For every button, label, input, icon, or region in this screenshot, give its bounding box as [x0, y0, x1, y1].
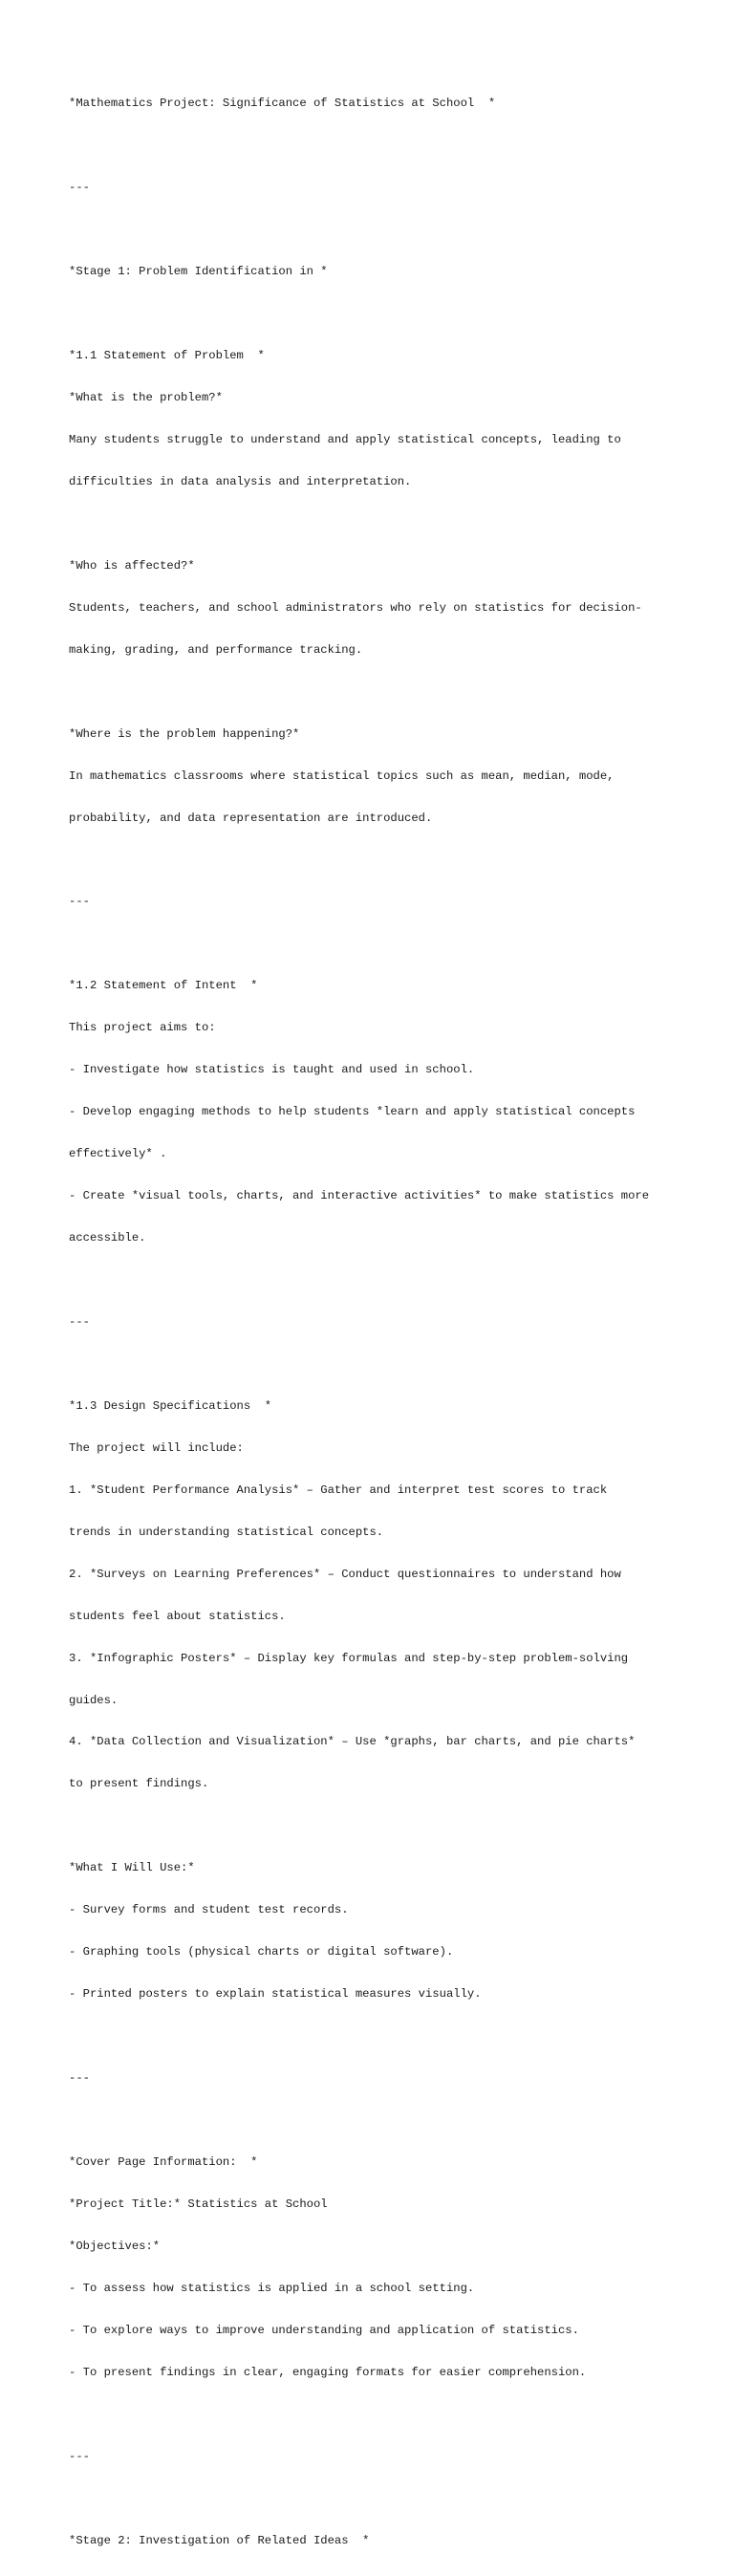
list-item: 4. *Data Collection and Visualization* – Use *graphs, bar charts, and pie charts*	[69, 1735, 636, 1749]
subsection-heading: *1.3 Design Specifications *	[69, 1398, 272, 1413]
question-heading: *Where is the problem happening?*	[69, 726, 300, 741]
section-heading: *Stage 1: Problem Identification in *	[69, 265, 328, 279]
text-line: accessible.	[69, 1231, 146, 1245]
document-body	[69, 69, 719, 2576]
text-line: In mathematics classrooms where statistical topics such as mean, median, mode,	[69, 768, 615, 783]
text-line	[69, 853, 719, 867]
divider-text: ---	[69, 895, 90, 909]
list-item: - Graphing tools (physical charts or digital software).	[69, 1945, 454, 1959]
question-heading: *Who is affected?*	[69, 558, 195, 573]
list-item: - To present findings in clear, engaging formats for easier comprehension.	[69, 2365, 587, 2379]
text-line: difficulties in data analysis and interpretation.	[69, 474, 412, 488]
question-heading: *What is the problem?*	[69, 390, 223, 404]
text-line	[69, 937, 719, 951]
list-item: - Investigate how statistics is taught and used in school.	[69, 1063, 475, 1077]
section-heading: *Stage 2: Investigation of Related Ideas *	[69, 2533, 370, 2547]
text-line: The project will include:	[69, 1440, 244, 1455]
text-line	[69, 223, 719, 237]
text-line	[69, 2408, 719, 2422]
subsection-heading: *1.2 Statement of Intent *	[69, 979, 258, 993]
text-line	[69, 1819, 719, 1833]
text-line: Many students struggle to understand and apply statistical concepts, leading to	[69, 432, 621, 446]
list-item: 1. *Student Performance Analysis* – Gather and interpret test scores to track	[69, 1483, 608, 1497]
subsection-heading: *Cover Page Information: *	[69, 2155, 258, 2170]
list-item: - To assess how statistics is applied in a school setting.	[69, 2281, 475, 2295]
text-line	[69, 1273, 719, 1288]
divider-text: ---	[69, 2449, 90, 2463]
text-line	[69, 307, 719, 321]
text-line	[69, 1357, 719, 1372]
list-item: - Survey forms and student test records.	[69, 1903, 349, 1917]
text-line	[69, 2492, 719, 2506]
text-line: students feel about statistics.	[69, 1609, 286, 1623]
text-line	[69, 517, 719, 531]
text-line: making, grading, and performance tracking.	[69, 642, 363, 657]
divider-text: ---	[69, 2071, 90, 2086]
text-line: probability, and data representation are introduced.	[69, 811, 433, 825]
list-item: - Printed posters to explain statistical measures visually.	[69, 1987, 482, 2002]
text-line: effectively* .	[69, 1147, 167, 1161]
text-line	[69, 685, 719, 700]
divider-text: ---	[69, 1314, 90, 1329]
document-title: *Mathematics Project: Significance of Statistics at School *	[69, 97, 496, 111]
list-item: 3. *Infographic Posters* – Display key formulas and step-by-step problem-solving	[69, 1651, 629, 1665]
subsection-heading: *1.1 Statement of Problem *	[69, 349, 265, 363]
text-line: Students, teachers, and school administrators who rely on statistics for decision-	[69, 600, 642, 615]
text-line: to present findings.	[69, 1777, 209, 1791]
text-line	[69, 139, 719, 153]
text-line: This project aims to:	[69, 1021, 216, 1035]
list-item: 2. *Surveys on Learning Preferences* – Conduct questionnaires to understand how	[69, 1567, 621, 1581]
question-heading: *Objectives:*	[69, 2239, 161, 2253]
text-line	[69, 2113, 719, 2128]
text-line: guides.	[69, 1693, 119, 1707]
divider-text: ---	[69, 181, 90, 195]
text-line: trends in understanding statistical concepts.	[69, 1525, 384, 1539]
list-item: - To explore ways to improve understanding and application of statistics.	[69, 2323, 579, 2337]
text-line: *Project Title:* Statistics at School	[69, 2197, 328, 2211]
question-heading: *What I Will Use:*	[69, 1861, 195, 1875]
list-item: - Create *visual tools, charts, and interactive activities* to make statistics more	[69, 1189, 650, 1203]
text-line	[69, 2029, 719, 2044]
list-item: - Develop engaging methods to help students *learn and apply statistical concepts	[69, 1105, 636, 1119]
